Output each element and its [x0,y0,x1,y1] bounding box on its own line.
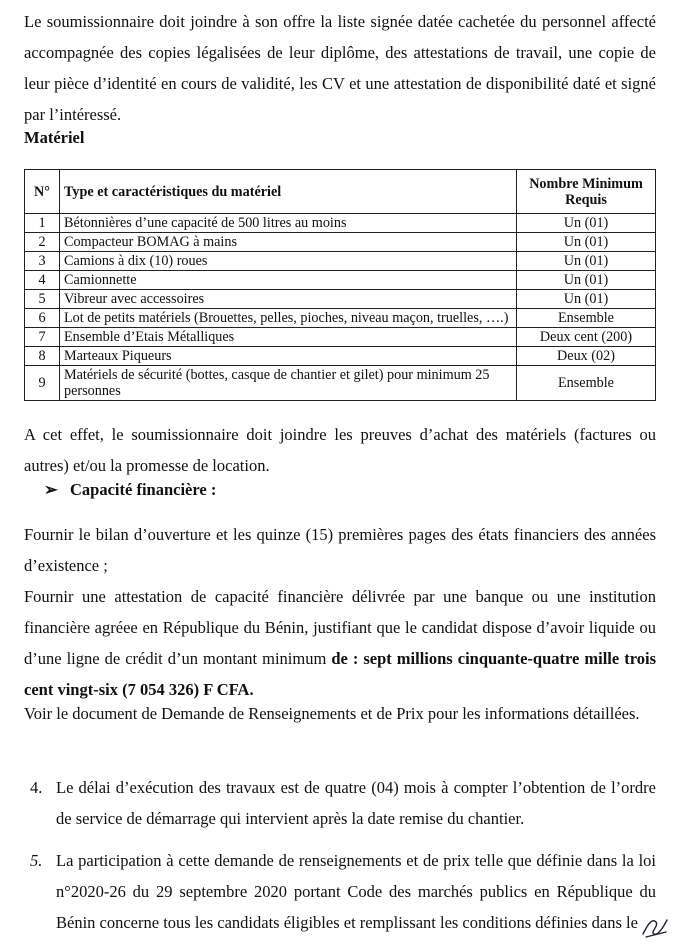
table-row [25,309,656,328]
materiel-heading: Matériel [24,128,85,147]
item-5-text: La participation à cette demande de renseignements et de prix telle que définie dans la loi n°2020-26 du 29 septembre 2020 portant Code des marchés publics en République du Bénin concerne tous les candidats éligibles et remplissant les conditions définies dans le [56,851,656,932]
row-nombre: Un (01) [517,271,656,290]
bilan-paragraph: Fournir le bilan d’ouverture et les quinze (15) premières pages des états financiers des années d’existence ; [24,525,656,575]
attestation-amount: de : sept millions cinquante-quatre mille trois cent vingt-six (7 054 326) F CFA. [24,649,657,699]
row-num: 2 [25,233,60,252]
after-table-paragraph: A cet effet, le soumissionnaire doit joindre les preuves d’achat des matériels (factures ou autres) et/ou la promesse de location. [24,425,656,475]
row-nombre: Ensemble [517,366,656,401]
row-type: Camions à dix (10) roues [60,252,517,271]
row-nombre: Un (01) [517,290,656,309]
row-type: Compacteur BOMAG à mains [60,233,517,252]
row-nombre: Un (01) [517,233,656,252]
row-type: Ensemble d’Etais Métalliques [60,328,517,347]
arrow-bullet-icon: ➢ [44,480,58,499]
header-nombre: Nombre Minimum Requis [517,170,656,214]
item-4-number: 4. [30,778,43,797]
row-num: 5 [25,290,60,309]
attestation-paragraph [24,581,656,705]
table-row [25,252,656,271]
intro-paragraph: Le soumissionnaire doit joindre à son offre la liste signée datée cachetée du personnel affecté accompagnée des copies légalisées de leur diplôme, des attestations de travail, une copie de leur pièce d’identité en cours de validité, les CV et une attestation de disponibilité daté et signé par l’intéressé. [24,12,656,124]
item-4-text: Le délai d’exécution des travaux est de quatre (04) mois à compter l’obtention de l’ordre de service de démarrage qui intervient après la date remise du chantier. [56,778,656,828]
table-header-row [25,170,656,214]
capacite-heading [44,480,216,500]
row-type: Vibreur avec accessoires [60,290,517,309]
row-type: Lot de petits matériels (Brouettes, pelles, pioches, niveau maçon, truelles, ….) [60,309,517,328]
row-type: Bétonnières d’une capacité de 500 litres au moins [60,214,517,233]
item-5-number: 5. [30,851,43,870]
row-num: 9 [25,366,60,401]
voir-paragraph: Voir le document de Demande de Renseignements et de Prix pour les informations détaillées. [24,704,640,723]
row-num: 4 [25,271,60,290]
row-num: 1 [25,214,60,233]
table-row [25,366,656,401]
row-nombre: Un (01) [517,214,656,233]
row-type: Camionnette [60,271,517,290]
row-num: 3 [25,252,60,271]
table-row [25,347,656,366]
table-row [25,214,656,233]
table-row [25,290,656,309]
capacite-heading-text: Capacité financière : [70,480,217,499]
table-row [25,271,656,290]
table-row [25,328,656,347]
row-num: 7 [25,328,60,347]
materiel-table [24,169,656,401]
row-nombre: Un (01) [517,252,656,271]
row-num: 6 [25,309,60,328]
row-nombre: Deux (02) [517,347,656,366]
header-type: Type et caractéristiques du matériel [60,170,517,214]
row-type: Marteaux Piqueurs [60,347,517,366]
row-nombre: Deux cent (200) [517,328,656,347]
row-nombre: Ensemble [517,309,656,328]
attestation-text: Fournir une attestation de capacité financière délivrée par une banque ou une institution financière agréee en République du Bénin, justifiant que le candidat dispose d’avoir liquide ou d’une ligne de crédit d’un montant minimum [24,587,656,668]
signature-mark-icon [640,914,670,940]
header-num: N° [25,170,60,214]
row-num: 8 [25,347,60,366]
table-row [25,233,656,252]
row-type: Matériels de sécurité (bottes, casque de chantier et gilet) pour minimum 25 personnes [60,366,517,401]
